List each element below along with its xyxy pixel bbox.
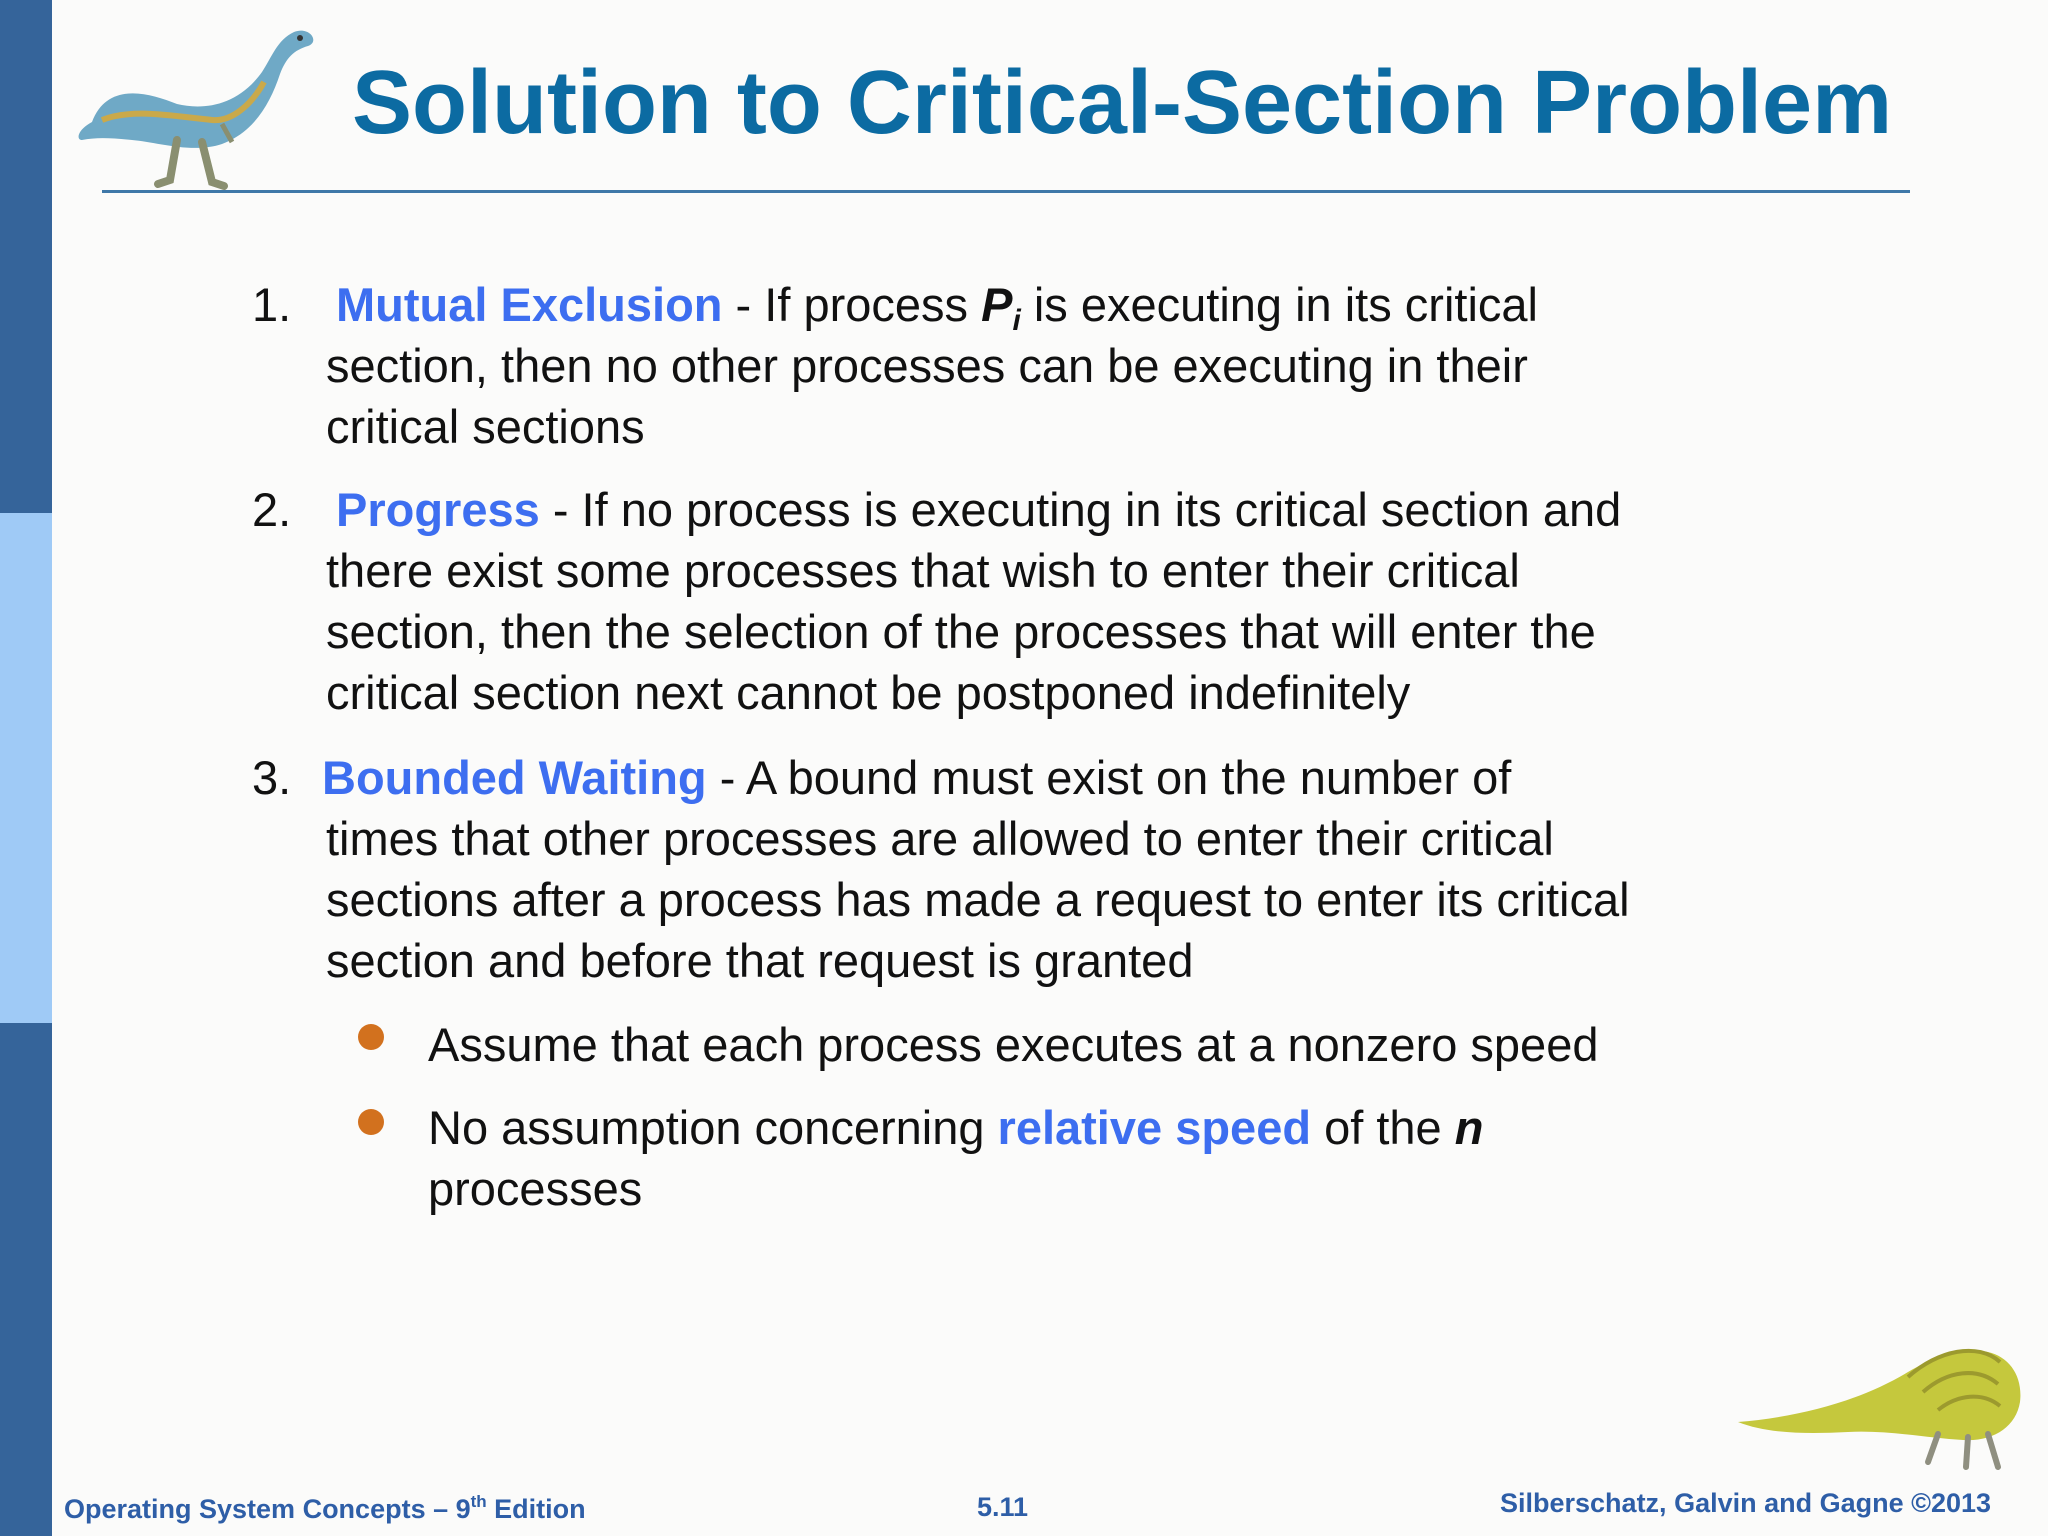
process-symbol: P: [981, 278, 1013, 331]
term-bounded-waiting: Bounded Waiting: [322, 751, 707, 804]
item-line: critical section next cannot be postponed indefinitely: [326, 666, 1411, 719]
process-subscript: i: [1012, 304, 1021, 337]
bullet-item: Assume that each process executes at a nonzero speed: [428, 1018, 1599, 1071]
dinosaur-logo-bottom: [1738, 1322, 2028, 1472]
bullet-dot: [358, 1024, 384, 1050]
bullet-text: No assumption concerning: [428, 1101, 998, 1154]
item-text: - A bound must exist on the number of: [706, 751, 1512, 804]
item-line: section, then the selection of the processes that will enter the: [326, 605, 1596, 658]
item-line: times that other processes are allowed to enter their critical: [326, 812, 1554, 865]
item-number: 2.: [252, 483, 292, 536]
term-mutual-exclusion: Mutual Exclusion: [336, 278, 723, 331]
item-line: section and before that request is granted: [326, 934, 1194, 987]
footer-slide-number: 5.11: [977, 1492, 1029, 1522]
item-text: - If process: [722, 278, 982, 331]
item-number: 1.: [252, 278, 292, 331]
term-relative-speed: relative speed: [997, 1101, 1312, 1154]
item-line: there exist some processes that wish to enter their critical: [326, 544, 1520, 597]
left-sidebar-band: [0, 0, 52, 1536]
item-text: - If no process is executing in its critical section and: [539, 483, 1622, 536]
dinosaur-logo-top: [72, 12, 322, 192]
bullet-item: [428, 1097, 1483, 1158]
bullet-item-continuation: processes: [428, 1162, 643, 1215]
footer-book-title: Operating System Concepts – 9th Edition: [64, 1492, 586, 1524]
n-symbol: n: [1454, 1101, 1484, 1154]
item-number: 3.: [252, 751, 292, 804]
title-divider: [102, 190, 1910, 193]
bullet-text: of the: [1311, 1101, 1455, 1154]
item-text: is executing in its critical: [1020, 278, 1538, 331]
item-line: section, then no other processes can be executing in their: [326, 339, 1528, 392]
item-line: sections after a process has made a request to enter its critical: [326, 873, 1630, 926]
slide-title: Solution to Critical-Section Problem: [352, 53, 1893, 153]
bullet-dot: [358, 1109, 384, 1135]
item-line: critical sections: [326, 400, 645, 453]
footer-authors: Silberschatz, Galvin and Gagne ©2013: [1500, 1488, 1992, 1518]
sidebar-highlight: [0, 513, 52, 1023]
term-progress: Progress: [336, 483, 540, 536]
